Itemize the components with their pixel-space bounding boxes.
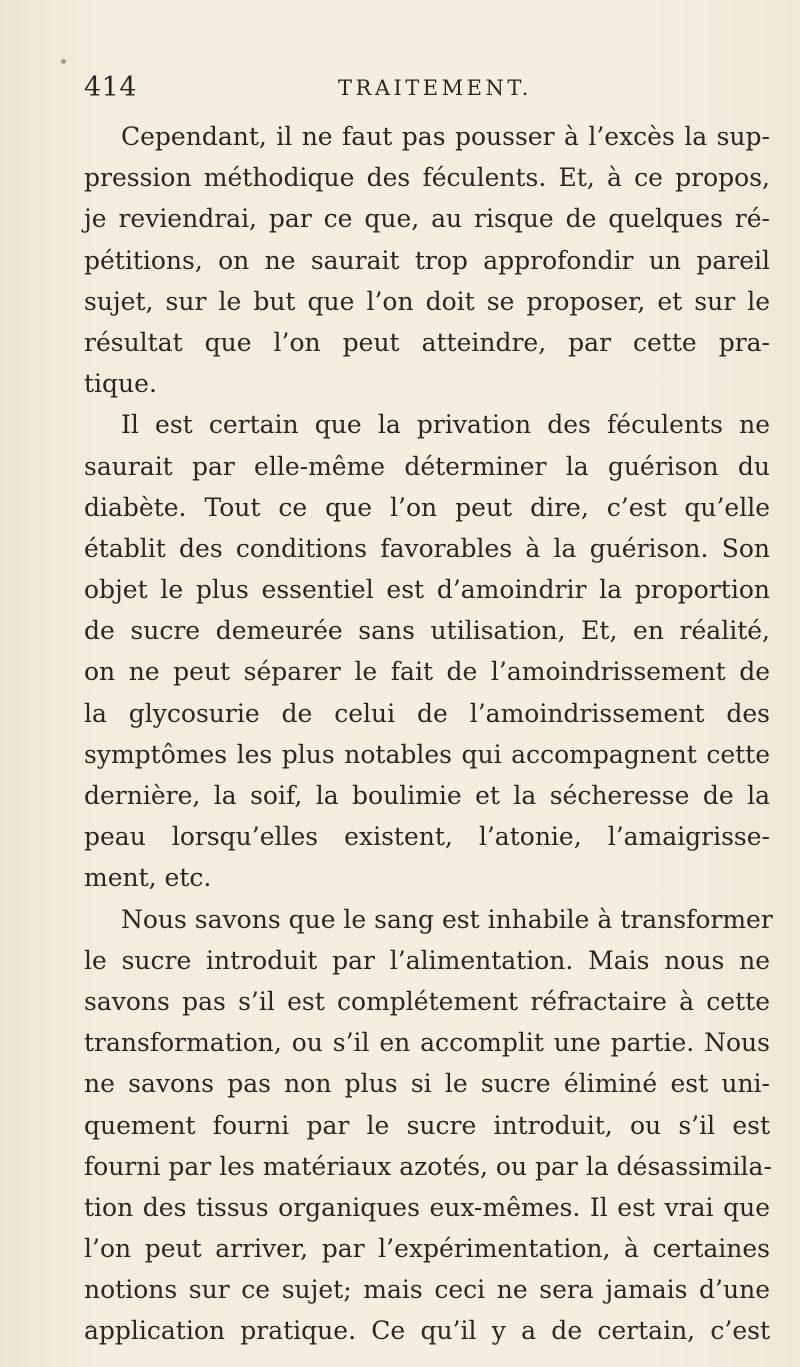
text-line: objet le plus essentiel est d’amoindrir la proportion bbox=[84, 575, 770, 605]
text-line: transformation, ou s’il en accomplit une partie. Nous bbox=[84, 1028, 770, 1058]
text-line: Nous savons que le sang est inhabile à transformer bbox=[121, 904, 773, 934]
text-line: le sucre introduit par l’alimentation. Mais nous ne bbox=[84, 945, 770, 975]
text-line: ment, etc. bbox=[84, 863, 212, 893]
text-line: établit des conditions favorables à la guérison. Son bbox=[84, 533, 770, 563]
text-line: saurait par elle-même déterminer la guérison du bbox=[84, 451, 770, 481]
text-line: résultat que l’on peut atteindre, par cette pra- bbox=[84, 327, 770, 357]
text-line: fourni par les matériaux azotés, ou par la désassimila- bbox=[84, 1151, 772, 1181]
text-line: Cependant, il ne faut pas pousser à l’excès la sup- bbox=[121, 122, 770, 151]
text-line: diabète. Tout ce que l’on peut dire, c’est qu’elle bbox=[84, 492, 770, 522]
text-line: dernière, la soif, la boulimie et la sécheresse de la bbox=[84, 781, 770, 810]
ink-speck bbox=[61, 59, 66, 64]
text-line: je reviendrai, par ce que, au risque de quelques ré- bbox=[84, 204, 770, 234]
text-line: pétitions, on ne saurait trop approfondir un pareil bbox=[84, 245, 770, 275]
text-line: la glycosurie de celui de l’amoindrissement des bbox=[84, 698, 770, 728]
body-text bbox=[84, 116, 773, 1352]
text-line: de sucre demeurée sans utilisation, Et, en réalité, bbox=[84, 616, 770, 646]
text-line: pression méthodique des féculents. Et, à ce propos, bbox=[84, 163, 770, 193]
page-header bbox=[80, 70, 770, 114]
text-line: l’on peut arriver, par l’expérimentation, à certaines bbox=[84, 1234, 770, 1264]
text-line: Il est certain que la privation des féculents ne bbox=[121, 410, 770, 440]
text-line: symptômes les plus notables qui accompagnent cette bbox=[84, 739, 770, 769]
running-head: TRAITEMENT. bbox=[338, 76, 532, 100]
text-line: ne savons pas non plus si le sucre éliminé est uni- bbox=[84, 1069, 770, 1099]
text-line: on ne peut séparer le fait de l’amoindrissement de bbox=[84, 657, 770, 687]
text-line: tique. bbox=[84, 369, 157, 399]
text-line: application pratique. Ce qu’il y a de certain, c’est bbox=[84, 1316, 770, 1346]
text-line: tion des tissus organiques eux-mêmes. Il est vrai que bbox=[84, 1192, 770, 1222]
text-line: quement fourni par le sucre introduit, ou s’il est bbox=[84, 1110, 770, 1140]
page-number: 414 bbox=[84, 72, 138, 103]
text-line: sujet, sur le but que l’on doit se proposer, et sur le bbox=[84, 286, 770, 316]
text-line: notions sur ce sujet; mais ceci ne sera jamais d’une bbox=[84, 1275, 770, 1305]
text-line: savons pas s’il est complétement réfractaire à cette bbox=[84, 986, 770, 1016]
text-line: peau lorsqu’elles existent, l’atonie, l’amaigrisse- bbox=[84, 822, 770, 852]
